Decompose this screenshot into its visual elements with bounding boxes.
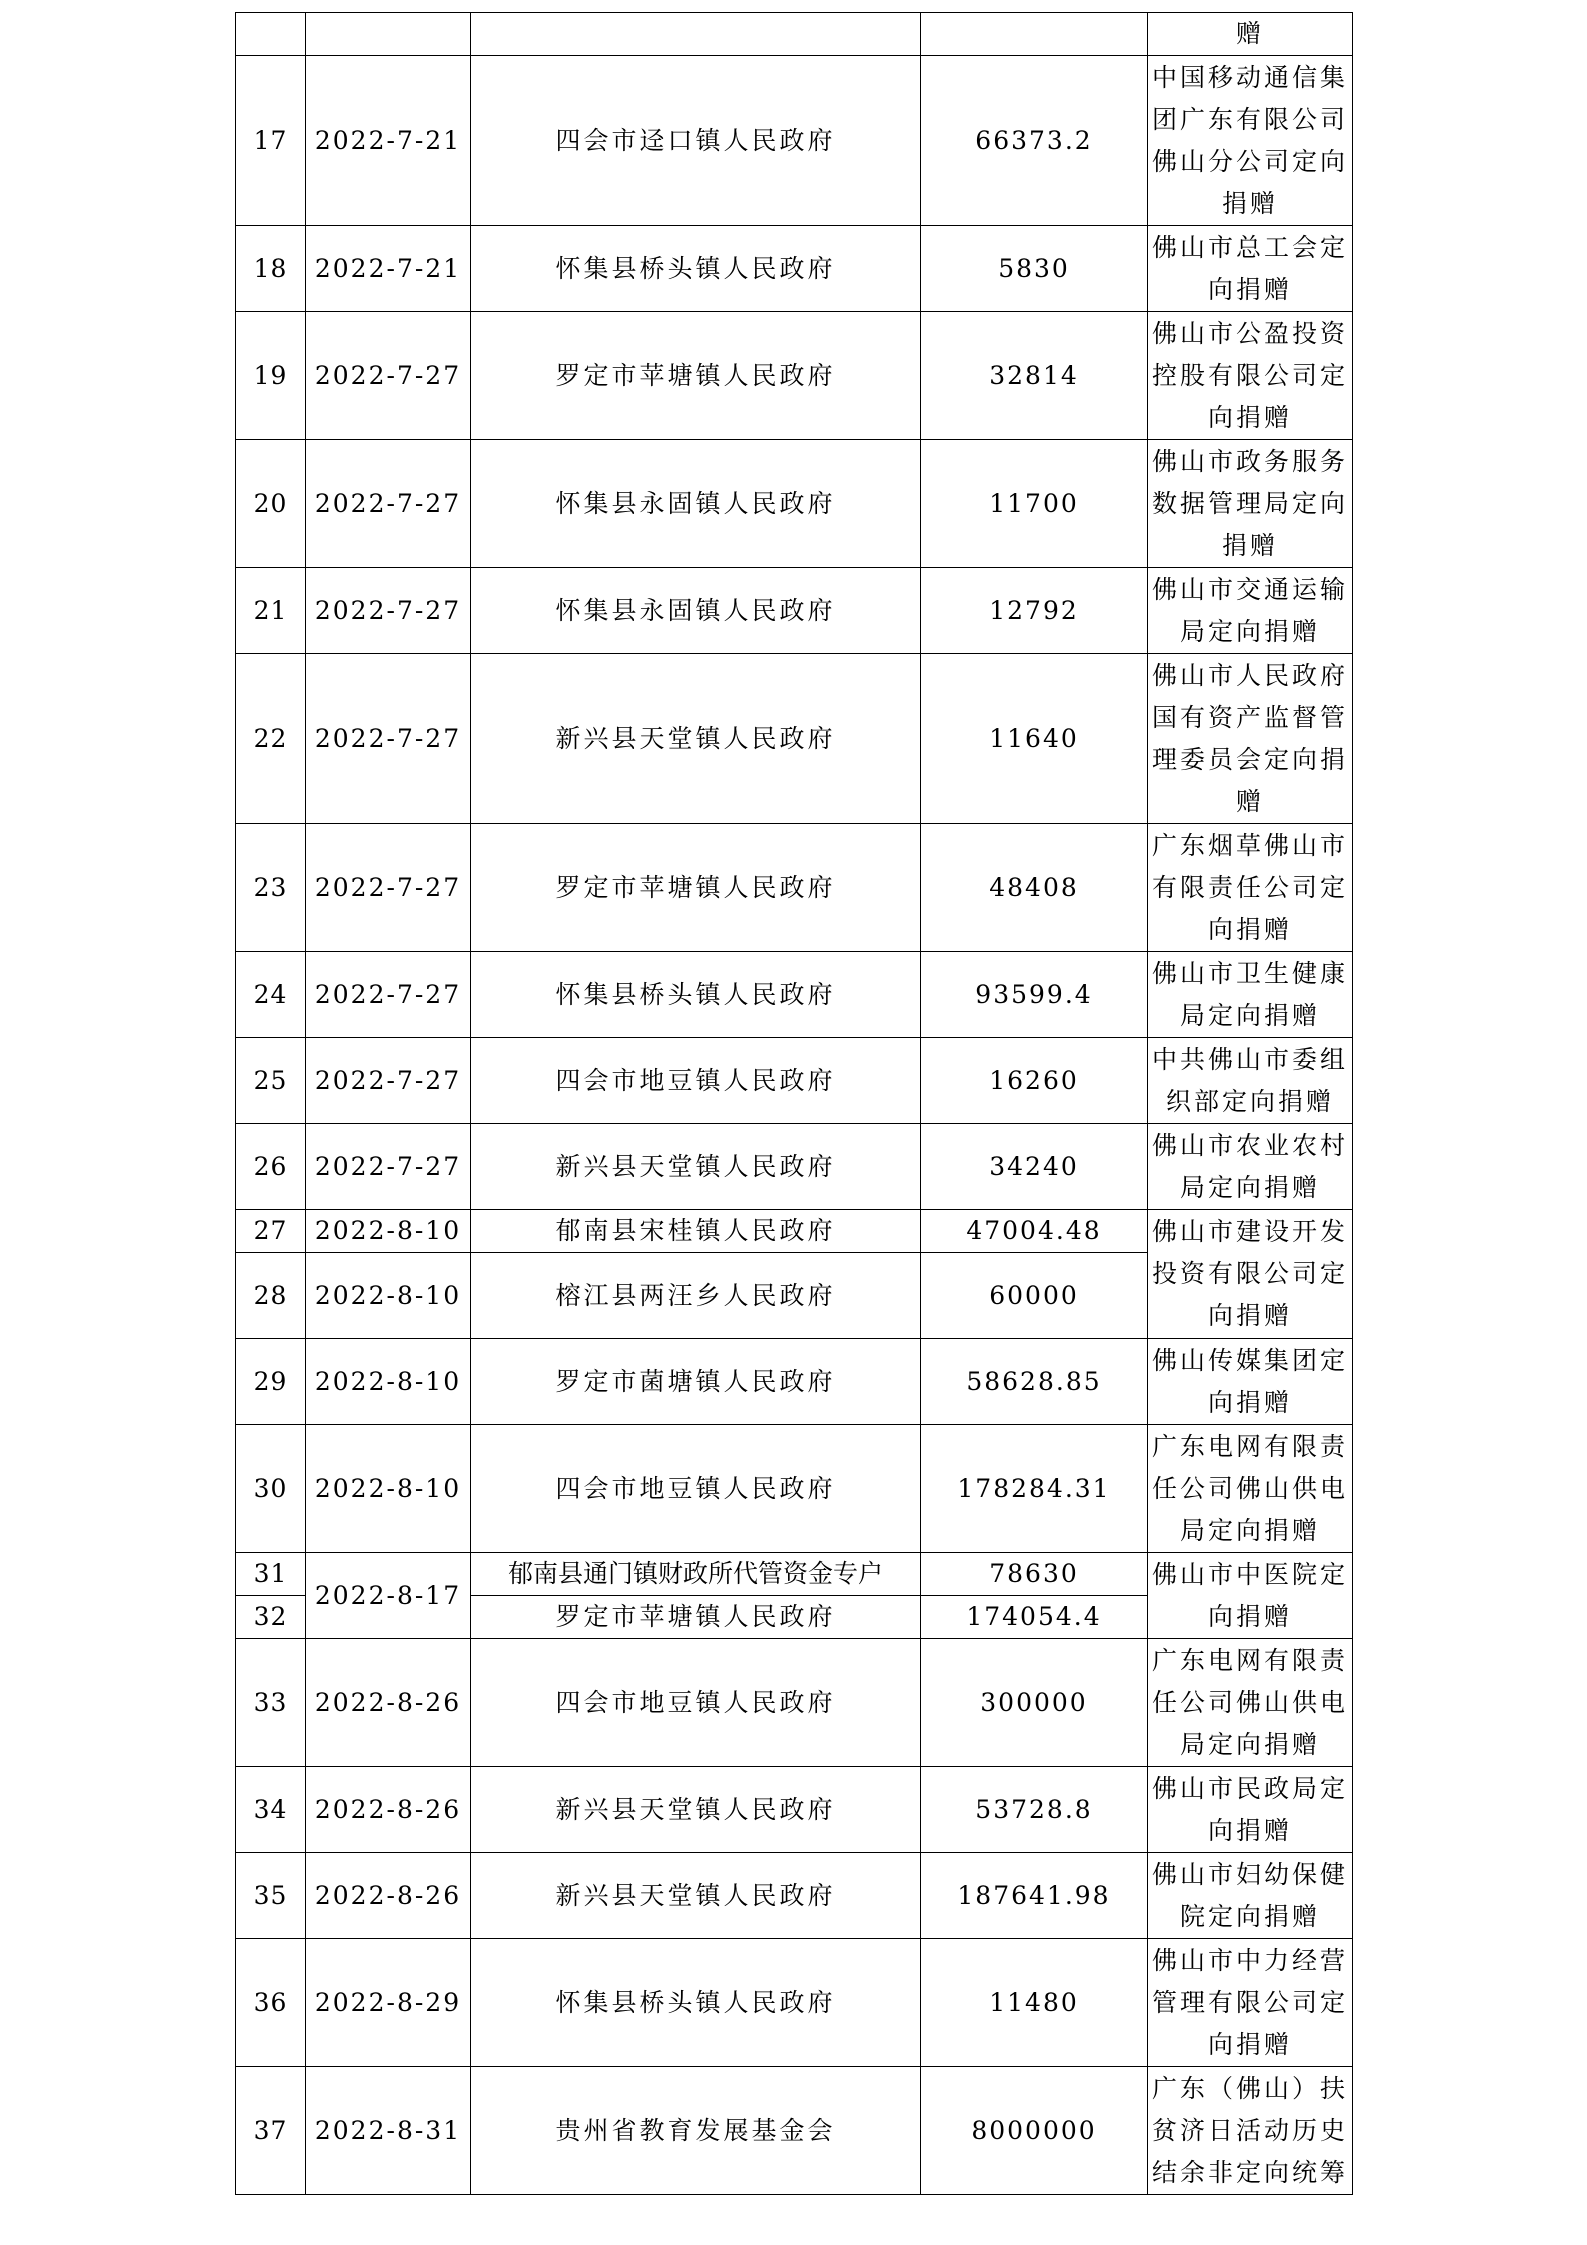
row-date: 2022-8-10 [306,1425,471,1553]
row-amount: 34240 [921,1124,1148,1210]
row-note: 广东烟草佛山市 有限责任公司定 向捐赠 [1148,824,1353,952]
row-note: 佛山市总工会定 向捐赠 [1148,226,1353,312]
row-number: 33 [236,1639,306,1767]
table-row [236,1939,1353,2067]
row-recipient: 罗定市苹塘镇人民政府 [471,1596,921,1639]
row-recipient [471,13,921,56]
row-date: 2022-7-27 [306,440,471,568]
row-number: 26 [236,1124,306,1210]
row-recipient: 罗定市苹塘镇人民政府 [471,312,921,440]
row-recipient: 新兴县天堂镇人民政府 [471,654,921,824]
row-recipient: 怀集县桥头镇人民政府 [471,952,921,1038]
row-recipient: 贵州省教育发展基金会 [471,2067,921,2195]
table-row [236,13,1353,56]
row-recipient: 罗定市苹塘镇人民政府 [471,824,921,952]
row-amount: 11480 [921,1939,1148,2067]
row-date: 2022-8-29 [306,1939,471,2067]
row-amount: 48408 [921,824,1148,952]
row-recipient: 新兴县天堂镇人民政府 [471,1767,921,1853]
table-row [236,1339,1353,1425]
table-row [236,824,1353,952]
row-recipient: 怀集县桥头镇人民政府 [471,226,921,312]
table-row [236,1038,1353,1124]
row-note: 中国移动通信集 团广东有限公司 佛山分公司定向 捐赠 [1148,56,1353,226]
row-amount: 66373.2 [921,56,1148,226]
row-note: 佛山市政务服务 数据管理局定向 捐赠 [1148,440,1353,568]
row-date: 2022-8-26 [306,1767,471,1853]
row-amount: 178284.31 [921,1425,1148,1553]
table-row [236,226,1353,312]
table-row [236,440,1353,568]
row-number: 31 [236,1553,306,1596]
row-number: 24 [236,952,306,1038]
row-date: 2022-7-27 [306,568,471,654]
row-date: 2022-8-17 [306,1553,471,1639]
row-recipient: 新兴县天堂镇人民政府 [471,1124,921,1210]
row-note: 佛山市人民政府 国有资产监督管 理委员会定向捐 赠 [1148,654,1353,824]
row-recipient: 四会市地豆镇人民政府 [471,1038,921,1124]
row-recipient: 怀集县永固镇人民政府 [471,440,921,568]
row-number: 19 [236,312,306,440]
row-amount: 58628.85 [921,1339,1148,1425]
row-amount: 53728.8 [921,1767,1148,1853]
row-amount: 60000 [921,1253,1148,1339]
table-row [236,952,1353,1038]
row-note: 佛山市卫生健康 局定向捐赠 [1148,952,1353,1038]
row-amount: 187641.98 [921,1853,1148,1939]
row-amount: 300000 [921,1639,1148,1767]
row-number: 35 [236,1853,306,1939]
row-note: 佛山市交通运输 局定向捐赠 [1148,568,1353,654]
row-recipient: 新兴县天堂镇人民政府 [471,1853,921,1939]
row-note: 佛山市建设开发 投资有限公司定 向捐赠 [1148,1210,1353,1339]
row-number: 32 [236,1596,306,1639]
row-date: 2022-7-27 [306,952,471,1038]
row-number: 27 [236,1210,306,1253]
table-row [236,1210,1353,1253]
row-amount: 8000000 [921,2067,1148,2195]
row-date: 2022-7-27 [306,1038,471,1124]
row-recipient: 四会市迳口镇人民政府 [471,56,921,226]
row-number: 34 [236,1767,306,1853]
row-date: 2022-7-27 [306,654,471,824]
row-number: 21 [236,568,306,654]
row-recipient: 四会市地豆镇人民政府 [471,1639,921,1767]
table-row [236,1553,1353,1596]
row-date: 2022-8-26 [306,1853,471,1939]
row-note: 佛山市公盈投资 控股有限公司定 向捐赠 [1148,312,1353,440]
row-date: 2022-7-27 [306,312,471,440]
donation-table [235,12,1353,2195]
row-amount: 47004.48 [921,1210,1148,1253]
row-recipient: 榕江县两汪乡人民政府 [471,1253,921,1339]
row-amount: 32814 [921,312,1148,440]
row-recipient: 郁南县通门镇财政所代管资金专户 [471,1553,921,1596]
row-amount: 11700 [921,440,1148,568]
row-date: 2022-7-21 [306,56,471,226]
table-row [236,1124,1353,1210]
row-note: 广东（佛山）扶 贫济日活动历史 结余非定向统筹 [1148,2067,1353,2195]
row-amount: 78630 [921,1553,1148,1596]
row-note: 佛山市中力经营 管理有限公司定 向捐赠 [1148,1939,1353,2067]
row-amount: 93599.4 [921,952,1148,1038]
row-amount [921,13,1148,56]
row-recipient: 四会市地豆镇人民政府 [471,1425,921,1553]
row-number [236,13,306,56]
row-number: 18 [236,226,306,312]
row-number: 30 [236,1425,306,1553]
row-amount: 174054.4 [921,1596,1148,1639]
row-number: 23 [236,824,306,952]
row-date: 2022-8-10 [306,1210,471,1253]
row-date: 2022-8-10 [306,1253,471,1339]
row-note: 佛山市妇幼保健 院定向捐赠 [1148,1853,1353,1939]
row-number: 28 [236,1253,306,1339]
table-row [236,312,1353,440]
row-date: 2022-8-31 [306,2067,471,2195]
table-row [236,1853,1353,1939]
row-note: 佛山市民政局定 向捐赠 [1148,1767,1353,1853]
table-row [236,568,1353,654]
row-note: 广东电网有限责 任公司佛山供电 局定向捐赠 [1148,1425,1353,1553]
row-number: 25 [236,1038,306,1124]
row-note: 中共佛山市委组 织部定向捐赠 [1148,1038,1353,1124]
row-note: 佛山市中医院定 向捐赠 [1148,1553,1353,1639]
row-number: 37 [236,2067,306,2195]
row-recipient: 郁南县宋桂镇人民政府 [471,1210,921,1253]
table-row [236,654,1353,824]
row-recipient: 罗定市菌塘镇人民政府 [471,1339,921,1425]
row-recipient: 怀集县桥头镇人民政府 [471,1939,921,2067]
row-date [306,13,471,56]
row-number: 17 [236,56,306,226]
row-amount: 11640 [921,654,1148,824]
row-note: 佛山市农业农村 局定向捐赠 [1148,1124,1353,1210]
row-number: 22 [236,654,306,824]
table-row [236,1639,1353,1767]
row-amount: 5830 [921,226,1148,312]
row-date: 2022-7-27 [306,824,471,952]
row-note: 佛山传媒集团定 向捐赠 [1148,1339,1353,1425]
row-date: 2022-8-10 [306,1339,471,1425]
row-number: 29 [236,1339,306,1425]
row-date: 2022-7-27 [306,1124,471,1210]
row-amount: 16260 [921,1038,1148,1124]
row-recipient: 怀集县永固镇人民政府 [471,568,921,654]
row-amount: 12792 [921,568,1148,654]
row-date: 2022-8-26 [306,1639,471,1767]
table-row [236,56,1353,226]
row-date: 2022-7-21 [306,226,471,312]
row-note: 广东电网有限责 任公司佛山供电 局定向捐赠 [1148,1639,1353,1767]
table-row [236,1767,1353,1853]
table-row [236,1425,1353,1553]
table-row [236,2067,1353,2195]
row-number: 36 [236,1939,306,2067]
row-note: 赠 [1148,13,1353,56]
row-number: 20 [236,440,306,568]
